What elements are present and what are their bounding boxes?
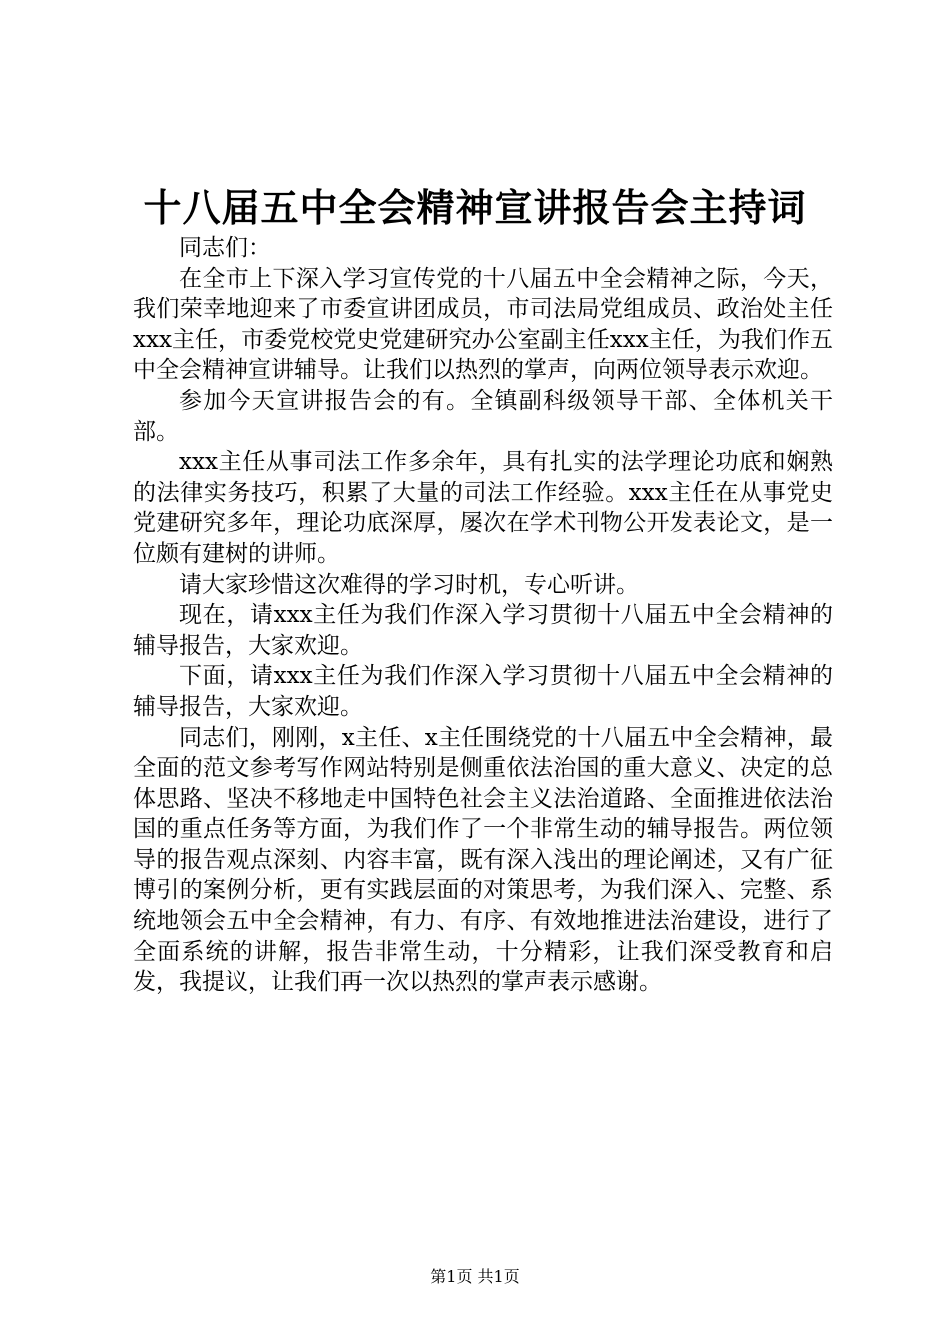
attendees-paragraph: 参加今天宣讲报告会的有。全镇副科级领导干部、全体机关干部。 <box>133 387 833 445</box>
document-body <box>133 233 833 998</box>
reminder-paragraph: 请大家珍惜这次难得的学习时机，专心听讲。 <box>179 571 639 598</box>
first-speaker-paragraph: 现在，请xxx主任为我们作深入学习贯彻十八届五中全会精神的辅导报告，大家欢迎。 <box>133 602 833 659</box>
closing-paragraph: 同志们，刚刚，x主任、x主任围绕党的十八届五中全会精神，最全面的范文参考写作网站特别是侧重依法治国的重大意义、决定的总体思路、坚决不移地走中国特色社会主义法治道路、全面推进依法治国的重点任务等方面，为我们作了一个非常生动的辅导报告。两位领导的报告观点深刻、内容丰富，既有深入浅出的理论阐述，又有广征博引的案例分析，更有实践层面的对策思考，为我们深入、完整、系统地领会五中全会精神，有力、有序、有效地推进法治建设，进行了全面系统的讲解，报告非常生动，十分精彩，让我们深受教育和启发，我提议，让我们再一次以热烈的掌声表示感谢。 <box>133 724 833 996</box>
second-speaker-paragraph: 下面，请xxx主任为我们作深入学习贯彻十八届五中全会精神的辅导报告，大家欢迎。 <box>133 663 833 720</box>
speaker-intro-paragraph: xxx主任从事司法工作多余年，具有扎实的法学理论功底和娴熟的法律实务技巧，积累了大量的司法工作经验。xxx主任在从事党史党建研究多年，理论功底深厚，屡次在学术刊物公开发表论文，是一位颇有建树的讲师。 <box>133 449 833 567</box>
salutation-paragraph: 同志们： <box>179 235 271 261</box>
page-number-footer: 第1页 共1页 <box>430 1267 520 1286</box>
opening-paragraph: 在全市上下深入学习宣传党的十八届五中全会精神之际，今天，我们荣幸地迎来了市委宣讲团成员，市司法局党组成员、政治处主任xxx主任，市委党校党史党建研究办公室副主任xxx主任，为我们作五中全会精神宣讲辅导。让我们以热烈的掌声，向两位领导表示欢迎。 <box>133 265 833 384</box>
document-title: 十八届五中全会精神宣讲报告会主持词 <box>143 185 807 230</box>
